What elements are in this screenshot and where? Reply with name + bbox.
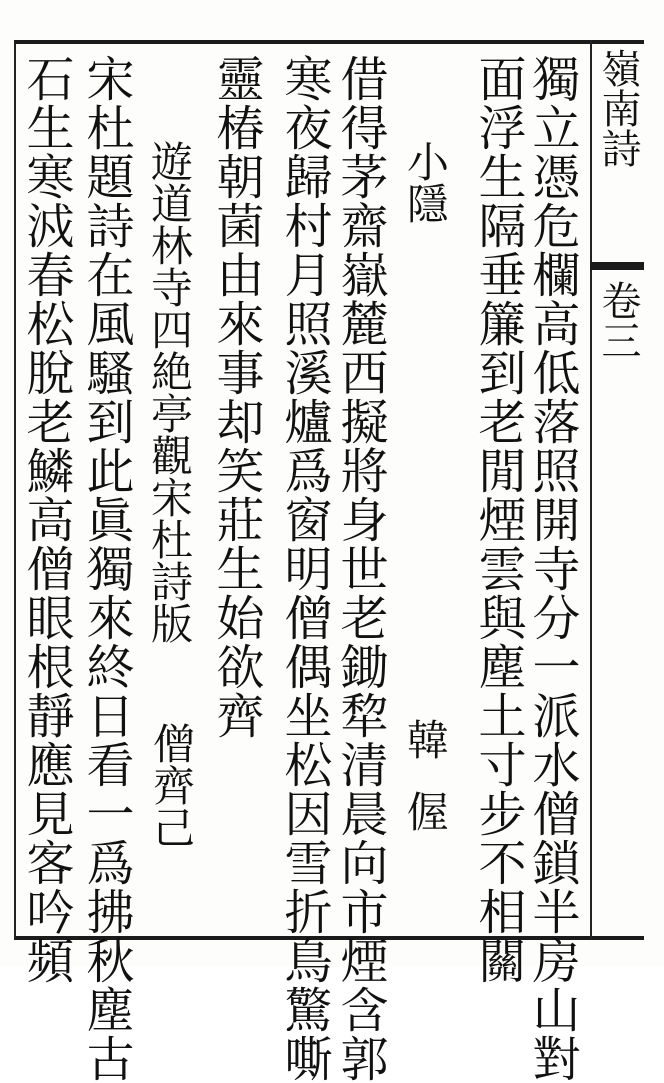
text-column-6: 靈椿朝菌由來事却笑莊生始欲齊 (208, 54, 264, 740)
poem-author-han-wo: 韓偓 (401, 718, 450, 862)
margin-volume: 卷三 (595, 280, 641, 360)
text-column-4: 借得茅齋嶽麓西擬將身世老鋤犂清晨向市煙含郭 (332, 54, 388, 1083)
text-column-5: 寒夜歸村月照溪爐爲窗明僧偶坐松因雪折鳥驚嘶 (276, 54, 332, 1083)
poem-title-daolin-temple: 遊道林寺四絶亭觀宋杜詩版 (145, 140, 194, 644)
margin-divider (590, 262, 644, 270)
text-column-1: 獨立憑危欄高低落照開寺分一派水僧鎖半房山對 (524, 54, 580, 1083)
text-column-2: 面浮生隔垂簾到老閒煙雲與塵土寸步不相關 (470, 54, 526, 985)
margin-book-title: 嶺南詩 (595, 48, 641, 168)
margin-strip (590, 40, 644, 940)
text-column-9: 石生寒㳚春松脫老鱗高僧眼根靜應見客吟頻 (18, 54, 74, 985)
poem-author-qiji: 僧齊己 (147, 722, 196, 848)
text-column-8: 宋杜題詩在風騷到此眞獨來終日看一爲拂秋塵古 (78, 54, 134, 1083)
poem-title-xiaoyin: 小隱 (401, 140, 450, 224)
